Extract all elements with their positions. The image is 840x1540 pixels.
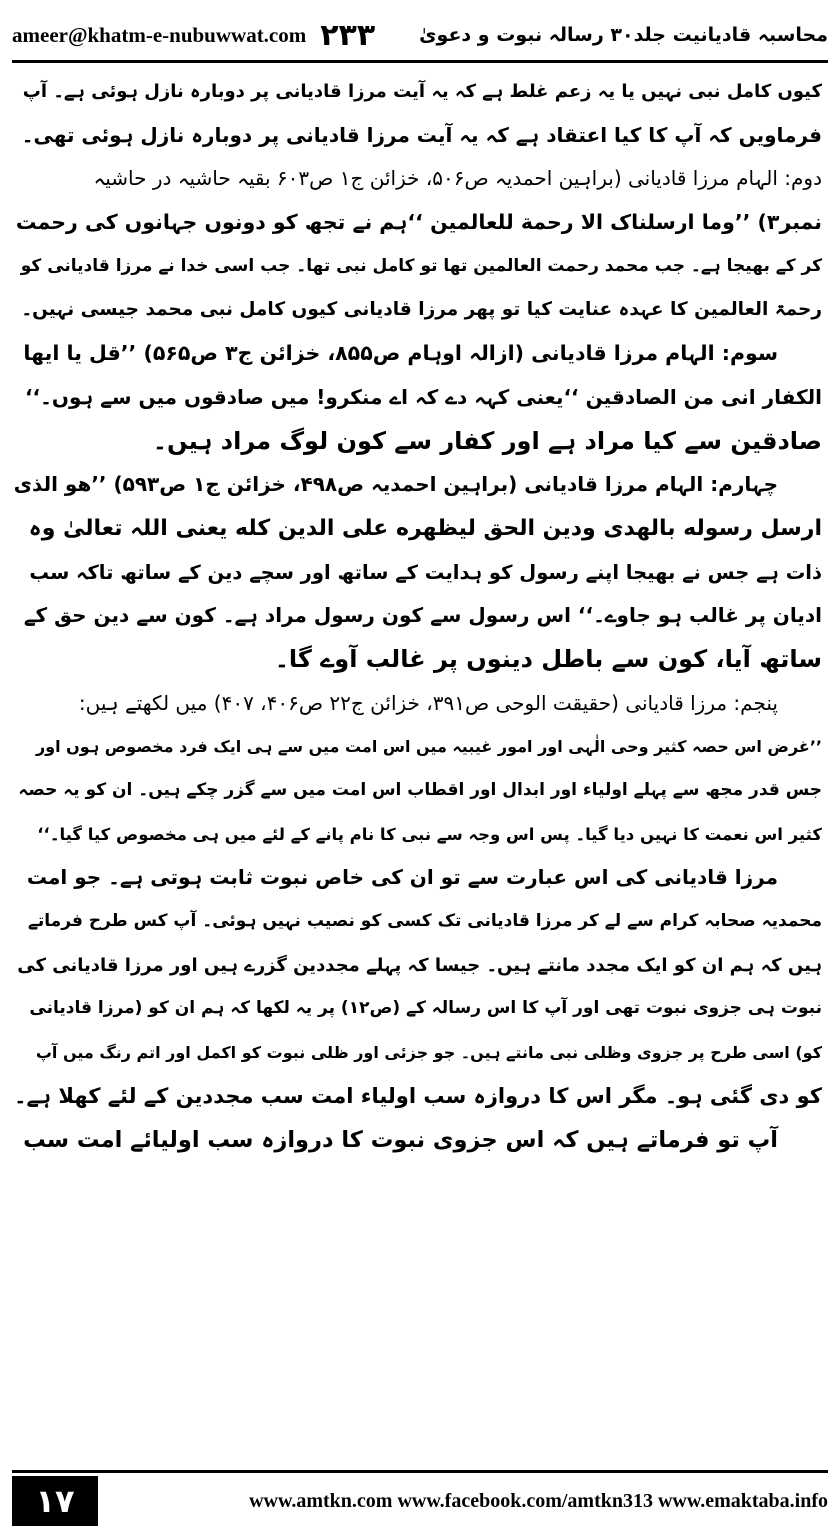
body-line: کیوں کامل نبی نہیں یا یہ زعم غلط ہے کہ یہ آیت مرزا قادیانی پر دوبارہ نازل ہوئی ہے۔ آپ	[22, 81, 822, 102]
body-line: صادقین سے کیا مراد ہے اور کفار سے کون لوگ مراد ہیں۔	[152, 426, 822, 455]
body-line: کثیر اس نعمت کا نہیں دیا گیا۔ پس اس وجہ سے نبی کا نام پانے کے لئے میں ہی مخصوص کیا گیا۔‘‘	[37, 824, 822, 844]
body-line: مرزا قادیانی کی اس عبارت سے تو ان کی خاص نبوت ثابت ہوتی ہے۔ جو امت	[26, 865, 778, 890]
body-line: فرماویں کہ آپ کا کیا اعتقاد ہے کہ یہ آیت مرزا قادیانی پر دوبارہ نازل ہوئی تھی۔	[21, 122, 822, 147]
body-line: کو) اسی طرح پر جزوی وظلی نبی مانتے ہیں۔ جو جزئی اور ظلی نبوت کو اکمل اور اتم رنگ میں آپ	[35, 1043, 822, 1063]
header-email[interactable]: ameer@khatm-e-nubuwwat.com	[12, 22, 307, 47]
body-line: ذات ہے جس نے بھیجا اپنے رسول کو ہدایت کے ساتھ اور سچے دین کے ساتھ تاکہ سب	[29, 560, 822, 584]
header-page-number: ۲۳۳	[320, 17, 376, 53]
page-body	[14, 70, 822, 1460]
body-line: کر کے بھیجا ہے۔ جب محمد رحمت العالمین تھا تو کامل نبی تھا۔ جب اسی خدا نے مرزا قادیانی کو	[20, 255, 822, 276]
body-line: رحمۃ العالمین کا عہدہ عنایت کیا تو پھر مرزا قادیانی کیوں کامل نبی محمد جیسی نہیں۔	[21, 299, 822, 321]
body-line: چہارم: الہام مرزا قادیانی (براہین احمدیہ ص۴۹۸، خزائن ج۱ ص۵۹۳) ’’ھو الذی	[14, 472, 778, 497]
body-line: محمدیہ صحابہ کرام سے لے کر مرزا قادیانی تک کسی کو نصیب نہیں ہوئی۔ آپ کس طرح فرماتے	[27, 911, 822, 932]
body-line: الکفار انی من الصادقین ‘‘یعنی کہہ دے کہ اے منکرو! میں صادقوں میں سے ہوں۔‘‘	[24, 384, 822, 409]
header-left	[12, 18, 375, 53]
header-book-title: محاسبہ قادیانیت جلد۳۰ رسالہ نبوت و دعویٰ	[419, 24, 828, 46]
footer-divider	[12, 1470, 828, 1473]
body-line: ادیان پر غالب ہو جاوے۔‘‘ اس رسول سے کون رسول مراد ہے۔ کون سے دین حق کے	[23, 603, 822, 628]
body-line: جس قدر مجھ سے پہلے اولیاء اور ابدال اور اقطاب اس امت میں سے گزر چکے ہیں۔ ان کو یہ حصہ	[18, 780, 822, 800]
body-line: سوم: الہام مرزا قادیانی (ازالہ اوہام ص۸۵۵، خزائن ج۳ ص۵۶۵) ’’قل یا ایھا	[23, 341, 778, 366]
header-divider	[12, 60, 828, 63]
page-header	[12, 14, 828, 56]
body-line: نمبر۳) ’’وما ارسلناک الا رحمة للعالمین ‘‘ہم نے تجھ کو دونوں جہانوں کی رحمت	[15, 210, 822, 235]
body-line: دوم: الہام مرزا قادیانی (براہین احمدیہ ص۵۰۶، خزائن ج۱ ص۶۰۳ بقیہ حاشیہ در حاشیہ	[93, 166, 822, 191]
body-line: آپ تو فرماتے ہیں کہ اس جزوی نبوت کا دروازہ سب اولیائے امت سب	[23, 1126, 778, 1153]
body-line: نبوت ہی جزوی نبوت تھی اور آپ کا اس رسالہ کے (ص۱۲) پر یہ لکھا کہ ہم ان کو (مرزا قادیانی	[29, 998, 822, 1019]
body-line: ساتھ آیا، کون سے باطل دینوں پر غالب آوے گا۔	[274, 644, 822, 673]
footer-website-links[interactable]: www.amtkn.com www.facebook.com/amtkn313 www.emaktaba.info	[249, 1490, 828, 1512]
body-line: کو دی گئی ہو۔ مگر اس کا دروازہ سب اولیاء امت سب مجددین کے لئے کھلا ہے۔	[14, 1083, 822, 1108]
body-line: پنجم: مرزا قادیانی (حقیقت الوحی ص۳۹۱، خزائن ج۲۲ ص۴۰۶، ۴۰۷) میں لکھتے ہیں:	[78, 690, 778, 715]
body-line: ’’غرض اس حصہ کثیر وحی الٰہی اور امور غیبیہ میں اس امت میں سے ہی ایک فرد مخصوص ہوں اور	[35, 737, 822, 757]
footer-page-number: ۱۷	[12, 1476, 98, 1526]
body-line: ارسل رسوله بالھدی ودین الحق لیظھره علی الدین کله یعنی اللہ تعالیٰ وہ	[28, 515, 822, 541]
body-line: ہیں کہ ہم ان کو ایک مجدد مانتے ہیں۔ جیسا کہ پہلے مجددین گزرے ہیں اور مرزا قادیانی کی	[17, 954, 822, 976]
page-footer	[12, 1470, 828, 1530]
